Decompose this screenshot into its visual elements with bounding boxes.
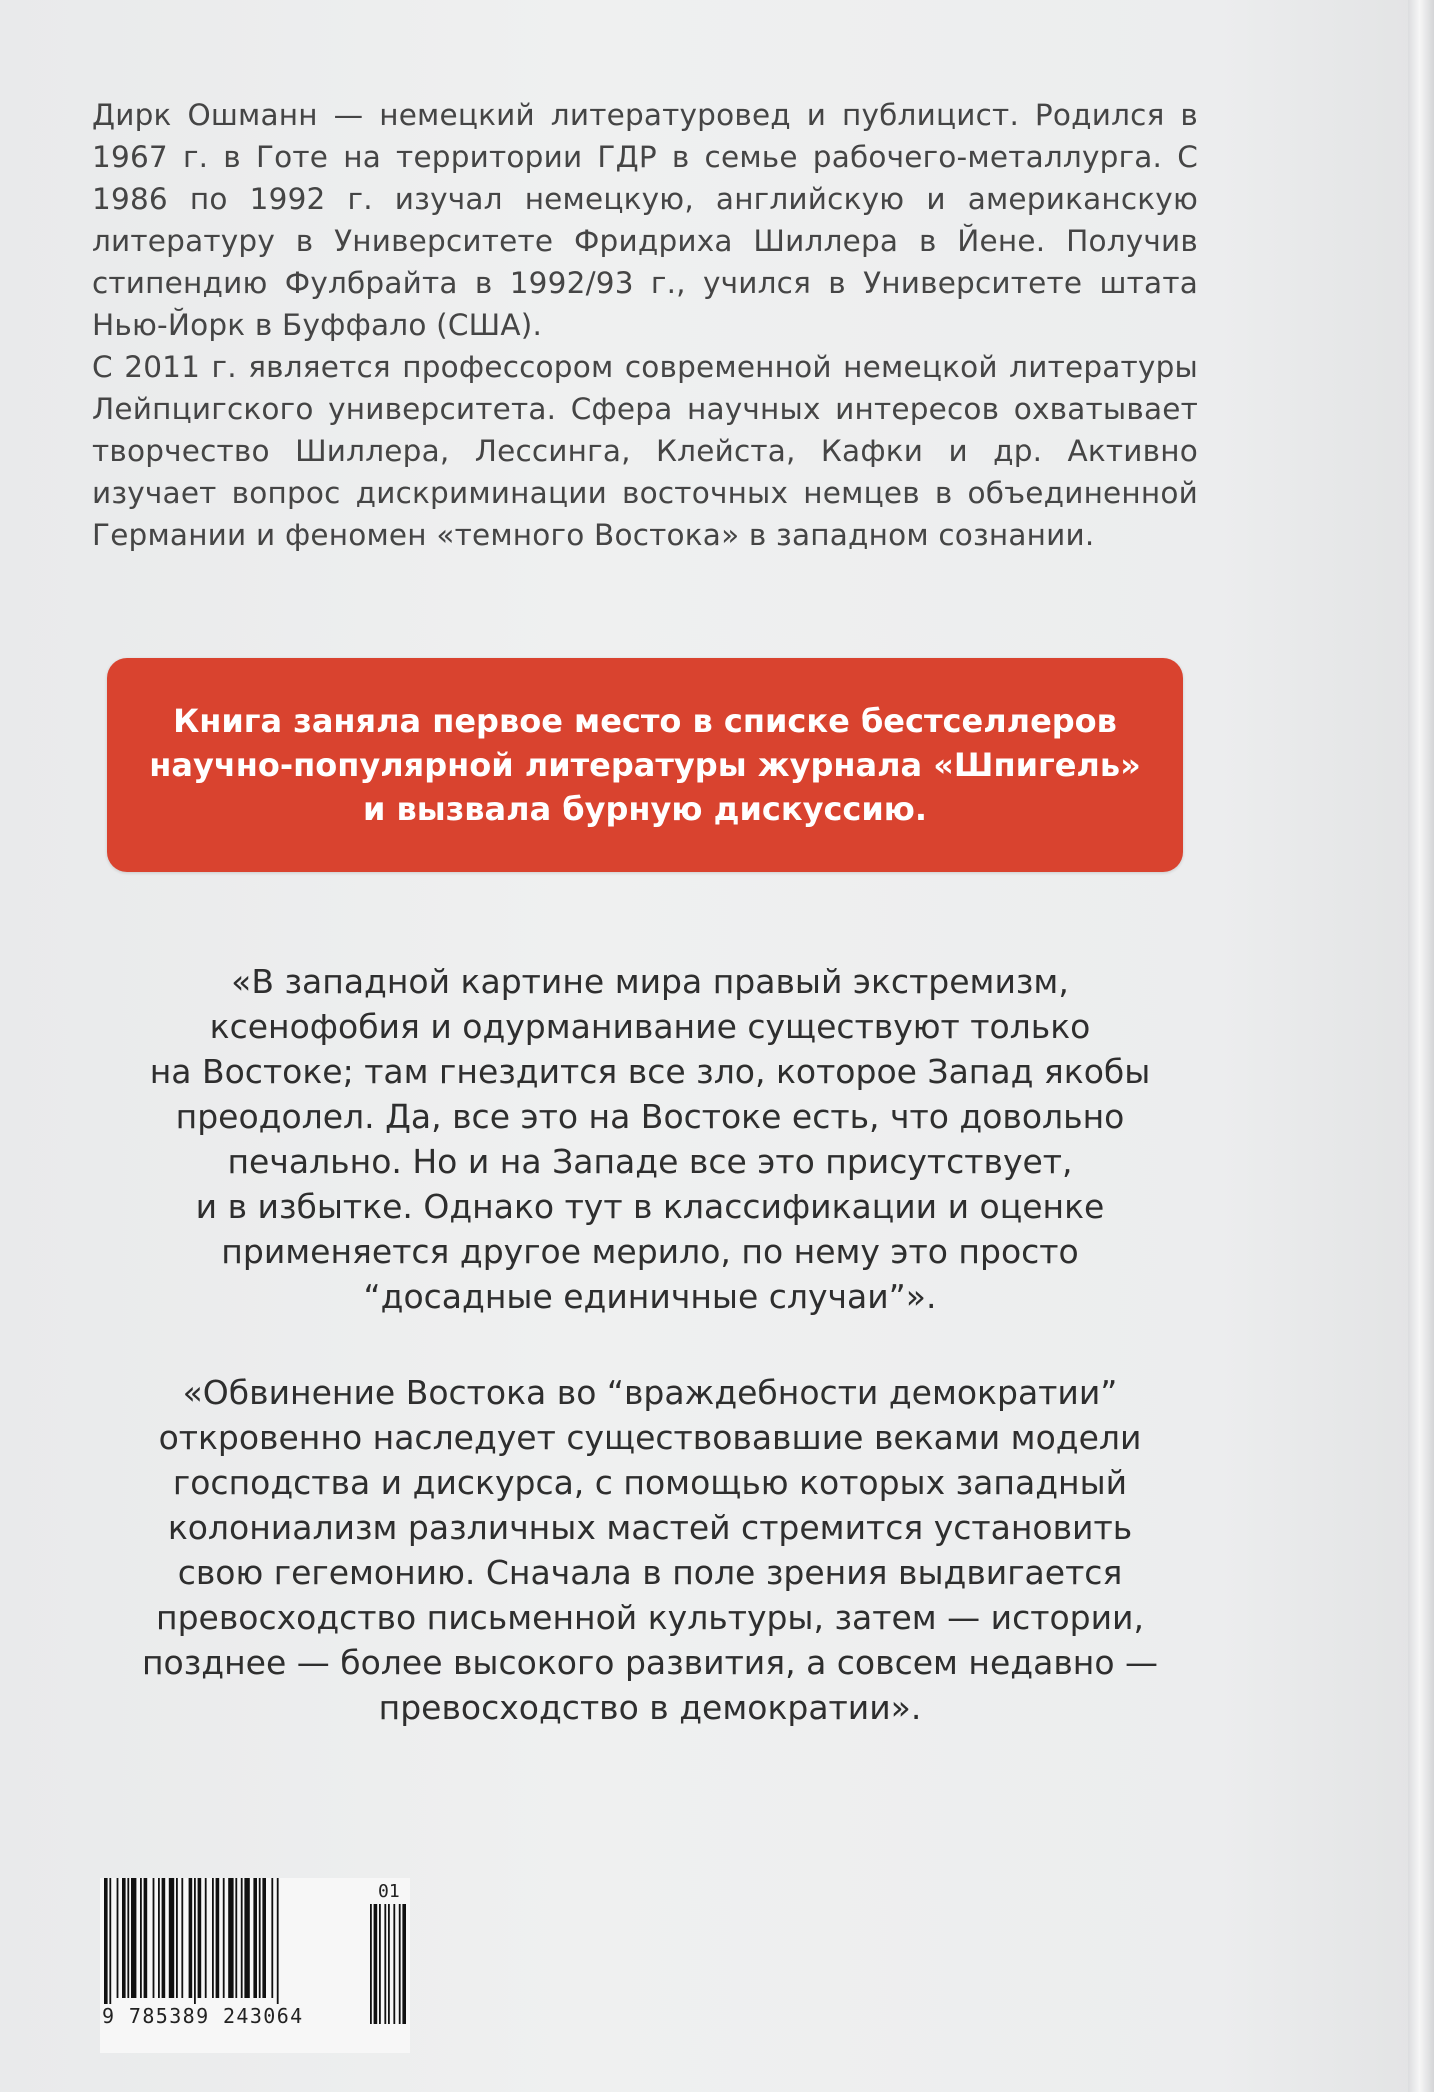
quote-line: колониализм различных мастей стремится установить bbox=[167, 1508, 1133, 1547]
author-bio bbox=[92, 94, 1198, 556]
bio-paragraph-1: Дирк Ошманн — немецкий литературовед и публицист. Родился в 1967 г. в Готе на территории ГДР в семье рабочего-металлурга. С 1986 по 1992 г. изучал немецкую, английскую и американскую литературу в Университете Фридриха Шиллера в Йене. Получив стипендию Фулбрайта в 1992/93 г., учился в Университете штата Нью-Йорк в Буффало (США). bbox=[92, 98, 1198, 342]
barcode-bar bbox=[189, 1878, 193, 1998]
barcode-addon-bar bbox=[384, 1904, 386, 2024]
barcode-bar bbox=[117, 1878, 119, 1998]
quote-line: ксенофобия и одурманивание существуют только bbox=[209, 1007, 1091, 1046]
barcode-bar bbox=[205, 1878, 207, 1998]
quote-2 bbox=[100, 1370, 1200, 1730]
barcode-addon-bar bbox=[379, 1904, 381, 2024]
barcode-bar bbox=[104, 1878, 108, 2006]
barcode-bar bbox=[228, 1878, 233, 1998]
quote-line: на Востоке; там гнездится все зло, которое Запад якобы bbox=[149, 1052, 1151, 1091]
quote-line: позднее — более высокого развития, а совсем недавно — bbox=[141, 1643, 1159, 1682]
barcode-addon-bar bbox=[388, 1904, 390, 2024]
barcode-bar bbox=[216, 1878, 220, 1998]
barcode-bar bbox=[244, 1878, 249, 1998]
quote-line: «Обвинение Востока во “враждебности демократии” bbox=[182, 1373, 1118, 1412]
barcode-addon-bar bbox=[393, 1904, 395, 2024]
barcode-bar bbox=[122, 1878, 126, 1998]
isbn-digits: 9 785389 243064 bbox=[100, 2004, 338, 2028]
barcode-bar bbox=[271, 1878, 273, 1998]
barcode-bar bbox=[140, 1878, 142, 1998]
barcode-addon-bar bbox=[374, 1904, 378, 2024]
quote-line: печально. Но и на Западе все это присутствует, bbox=[227, 1142, 1073, 1181]
barcode-bar bbox=[253, 1878, 257, 1998]
bestseller-banner bbox=[107, 658, 1183, 872]
bio-paragraph-2: С 2011 г. является профессором современной немецкой литературы Лейпцигского университета. Сфера научных интересов охватывает творчество Шиллера, Лессинга, Клейста, Кафки и др. Активно изучает вопрос дискриминации восточных немцев в объединенной Германии и феномен «темного Востока» в западном сознании. bbox=[92, 350, 1198, 552]
quote-line: применяется другое мерило, по нему это просто bbox=[221, 1232, 1079, 1271]
barcode-bar bbox=[277, 1878, 279, 2006]
quote-line: преодолел. Да, все это на Востоке есть, что довольно bbox=[175, 1097, 1125, 1136]
bestseller-line: научно-популярной литературы журнала «Шпигель» bbox=[149, 746, 1141, 784]
barcode-bar bbox=[127, 1878, 129, 1998]
bestseller-text bbox=[125, 699, 1165, 831]
barcode-bar bbox=[223, 1878, 225, 1998]
quote-1 bbox=[100, 959, 1200, 1319]
quote-line: превосходство в демократии». bbox=[378, 1688, 922, 1727]
barcode-bar bbox=[181, 1878, 183, 1998]
barcode-bar bbox=[131, 1878, 136, 1998]
barcode-addon-bar bbox=[402, 1904, 406, 2024]
quote-line: превосходство письменной культуры, затем — истории, bbox=[156, 1598, 1144, 1637]
spine-edge bbox=[1408, 0, 1434, 2092]
barcode-bar bbox=[109, 1878, 111, 2006]
barcode-addon-bar bbox=[370, 1904, 372, 2024]
barcode-bar bbox=[262, 1878, 266, 1998]
quote-line: “досадные единичные случаи”». bbox=[363, 1277, 937, 1316]
barcode-bar bbox=[259, 1878, 261, 1998]
barcode-addon-digits: 01 bbox=[378, 1881, 400, 1902]
barcode-bar bbox=[153, 1878, 155, 1998]
barcode-bar bbox=[241, 1878, 243, 1998]
bestseller-line: Книга заняла первое место в списке бестселлеров bbox=[173, 702, 1117, 740]
barcode-bar bbox=[158, 1878, 160, 1998]
barcode-bar bbox=[169, 1878, 174, 1998]
bestseller-line: и вызвала бурную дискуссию. bbox=[362, 790, 928, 828]
barcode-bar bbox=[176, 1878, 178, 1998]
quote-line: свою гегемонию. Сначала в поле зрения выдвигается bbox=[177, 1553, 1123, 1592]
quote-line: и в избытке. Однако тут в классификации и оценке bbox=[195, 1187, 1105, 1226]
barcode-addon-bar bbox=[399, 1904, 401, 2024]
barcode-bar bbox=[144, 1878, 148, 1998]
quote-line: «В западной картине мира правый экстремизм, bbox=[231, 962, 1069, 1001]
quote-line: господства и дискурса, с помощью которых западный bbox=[172, 1463, 1128, 1502]
barcode-bar bbox=[198, 1878, 202, 1998]
barcode-bar bbox=[162, 1878, 166, 1998]
barcode-bar bbox=[194, 1878, 196, 2006]
barcode-bar bbox=[212, 1878, 214, 1998]
quote-line: откровенно наследует существовавшие веками модели bbox=[158, 1418, 1142, 1457]
barcode-bar bbox=[235, 1878, 237, 1998]
